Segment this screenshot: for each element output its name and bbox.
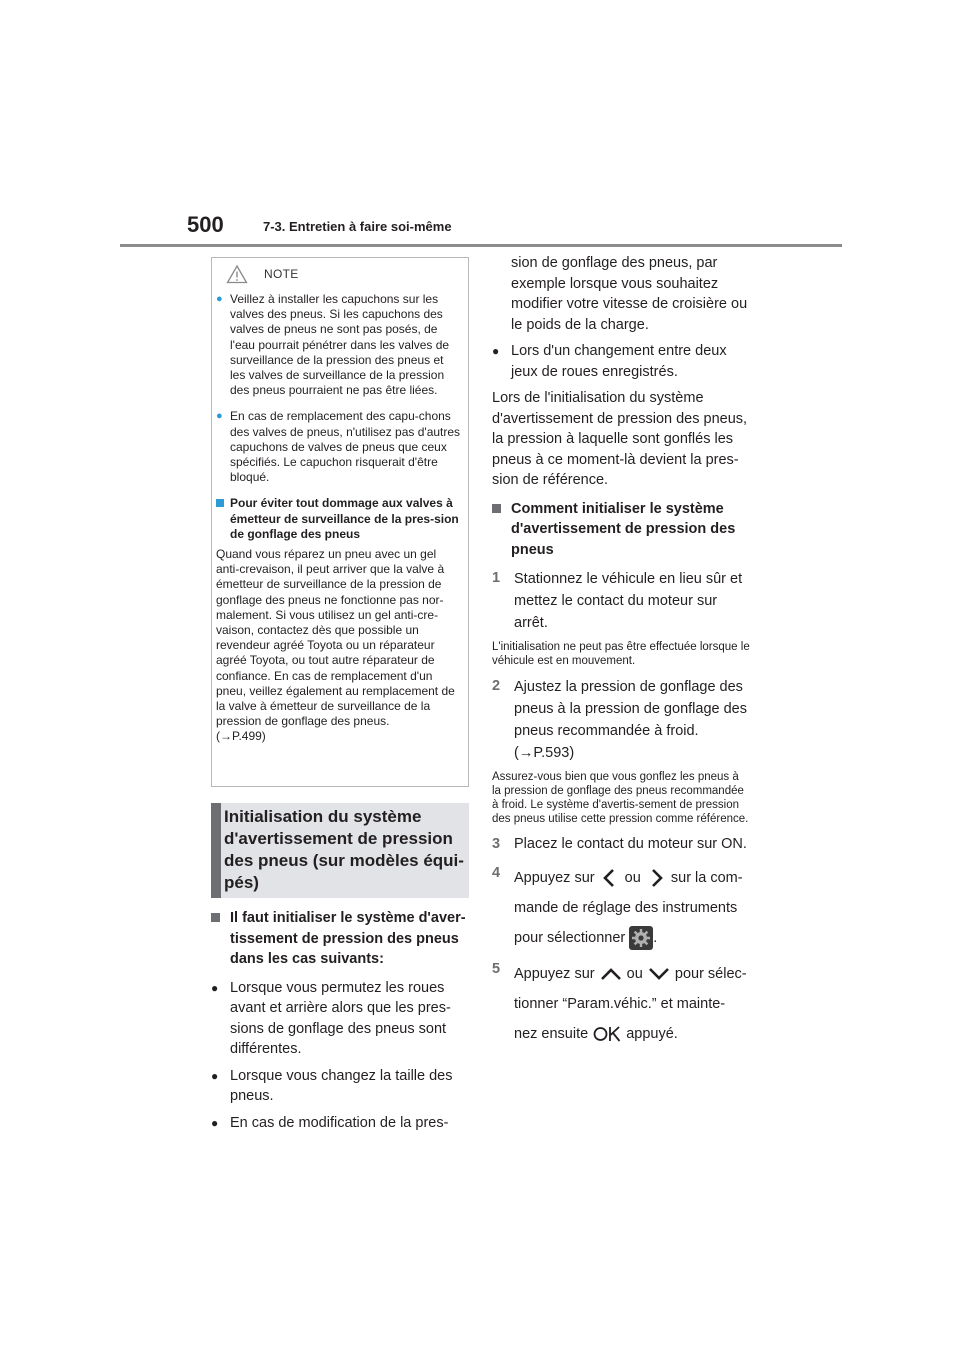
step-1: 1 Stationnez le véhicule en lieu sûr et mettez le contact du moteur sur arrêt. bbox=[492, 570, 743, 631]
warning-triangle-icon bbox=[226, 264, 248, 284]
bullet-dot-icon: ● bbox=[211, 1068, 219, 1083]
step-4: 4 Appuyez sur ou sur la com-mande de réglage des instruments pour sélectionner . bbox=[492, 863, 750, 953]
note-item: ● Veillez à installer les capuchons sur les valves des pneus. Si les capuchons des valves de pneus ne sont pas posés, de l'eau pourrait pénétrer dans les valves de surveillance de la pression des pneus et les valves de surveillance de la pression des pneus pourraient ne pas être liées. bbox=[216, 292, 450, 398]
bullet-dot-icon: ● bbox=[211, 1115, 219, 1130]
step-3: 3 Placez le contact du moteur sur ON. bbox=[492, 836, 747, 852]
settings-gear-icon bbox=[629, 926, 653, 950]
subheading: Il faut initialiser le système d'aver-tissement de pression des pneus dans les cas suivants: bbox=[211, 908, 473, 970]
square-bullet-icon bbox=[492, 499, 511, 561]
list-item-continuation: sion de gonflage des pneus, par exemple lorsque vous souhaitez modifier votre vitesse de croisière ou le poids de la charge. bbox=[511, 255, 748, 333]
right-column bbox=[492, 253, 750, 1055]
page-reference: (→P.499) bbox=[216, 729, 266, 744]
section-title: 7-3. Entretien à faire soi-même bbox=[263, 219, 452, 234]
note-box bbox=[211, 257, 469, 787]
step-note: L'initialisation ne peut pas être effectuée lorsque le véhicule est en mouvement. bbox=[492, 641, 750, 667]
list-item: ● Lors d'un changement entre deux jeux de roues enregistrés. bbox=[492, 341, 750, 382]
list-item: ● En cas de modification de la pres- bbox=[211, 1113, 473, 1134]
chevron-right-icon bbox=[645, 867, 667, 889]
ok-icon bbox=[592, 1024, 622, 1044]
bullet-dot-icon: ● bbox=[216, 410, 223, 423]
step-note: Assurez-vous bien que vous gonflez les pneus à la pression de gonflage des pneus recommandée à froid. Le système d'avertis-sement de pression des pneus utilise cette pression comme référence. bbox=[492, 771, 749, 825]
bullet-dot-icon: ● bbox=[492, 344, 500, 358]
left-column bbox=[211, 908, 473, 1139]
heading-bar bbox=[211, 803, 221, 898]
bullet-dot-icon: ● bbox=[216, 293, 223, 305]
bullet-dot-icon: ● bbox=[211, 980, 219, 995]
note-paragraph: Quand vous réparez un pneu avec un gel anti-crevaison, il peut arriver que la valve à émetteur de surveillance de la pression de gonflage des pneus ne fonctionne pas nor-malement. Si vous utilisez un gel anti-cre-vaison, contactez dès que possible un revendeur agréé Toyota ou un réparateur agréé Toyota, ou tout autre réparateur de confiance. En cas de remplacement d'un pneu, veillez également au remplacement de la valve à émetteur de surveillance de la pression de gonflage des pneus. (→P.499) bbox=[216, 547, 462, 745]
chevron-down-icon bbox=[647, 965, 671, 983]
square-bullet-icon bbox=[211, 908, 230, 970]
chevron-up-icon bbox=[599, 965, 623, 983]
page-number: 500 bbox=[187, 212, 224, 237]
list-item: ● Lorsque vous changez la taille des pneus. bbox=[211, 1066, 473, 1107]
step-5: 5 Appuyez sur ou pour sélec-tionner “Param.véhic.” et mainte- nez ensuite appuyé. bbox=[492, 959, 750, 1049]
section-heading: Initialisation du système d'avertissement de pression des pneus (sur modèles équi-pés) bbox=[224, 807, 464, 892]
subheading: Comment initialiser le système d'avertissement de pression des pneus bbox=[492, 499, 750, 561]
paragraph: Lors de l'initialisation du système d'avertissement de pression des pneus, la pression à laquelle sont gonflés les pneus à ce moment-là devient la pres-sion de référence. bbox=[492, 390, 748, 488]
header-rule bbox=[120, 244, 842, 247]
note-subhead: Pour éviter tout dommage aux valves à émetteur de surveillance de la pres-sion de gonflage des pneus bbox=[216, 496, 462, 542]
page-reference: (→P.593) bbox=[514, 745, 575, 761]
step-2: 2 Ajustez la pression de gonflage des pneus à la pression de gonflage des pneus recommandée à froid. (→P.593) bbox=[492, 676, 750, 764]
list-item: ● Lorsque vous permutez les roues avant et arrière alors que les pres-sions de gonflage des pneus sont différentes. bbox=[211, 978, 473, 1060]
chevron-left-icon bbox=[599, 867, 621, 889]
square-bullet-icon bbox=[216, 496, 230, 542]
note-item: ● En cas de remplacement des capu-chons des valves de pneus, n'utilisez pas d'autres capuchons de valves de pneus que ceux spécifiés. Le capuchon risquerait d'être bloqué. bbox=[216, 409, 461, 485]
note-label: NOTE bbox=[264, 267, 299, 281]
